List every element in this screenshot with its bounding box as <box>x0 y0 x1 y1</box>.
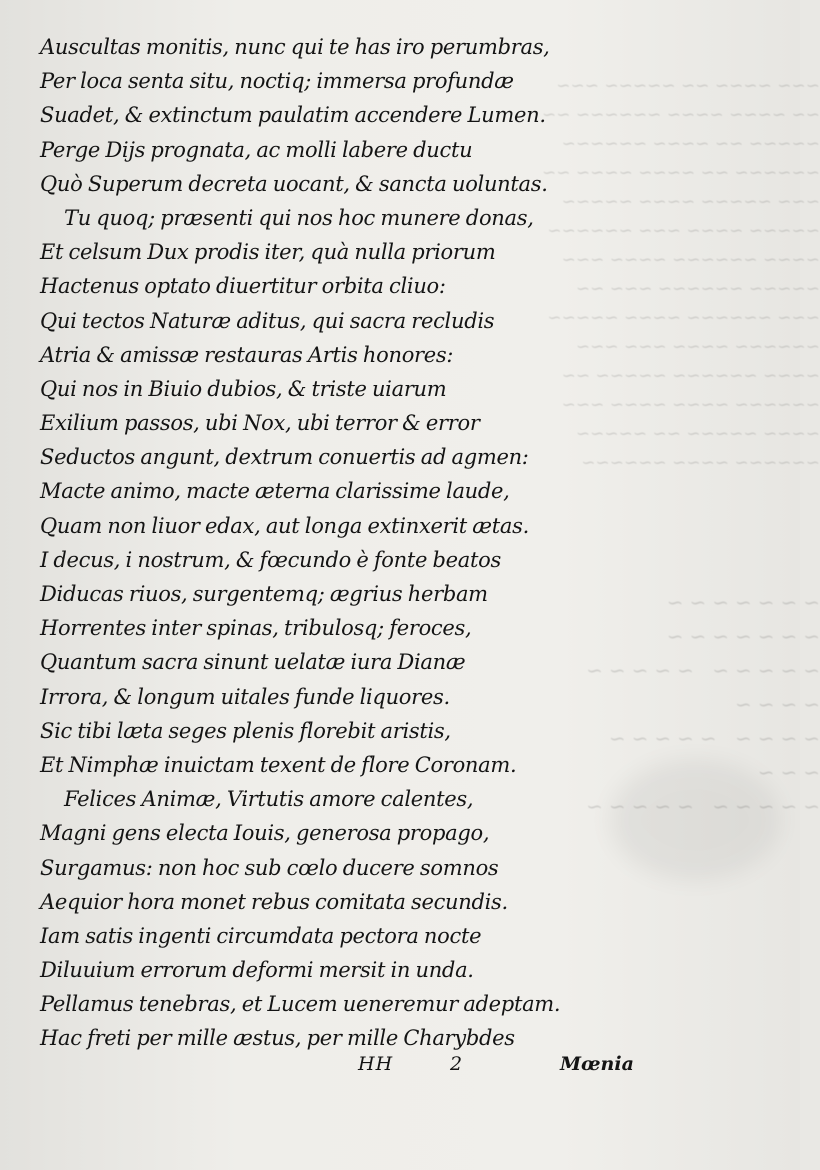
verse-line: Iam satis ingenti circumdata pectora nocte <box>40 923 482 948</box>
verse-line: Qui tectos Naturæ aditus, qui sacra recludis <box>40 308 495 333</box>
verse-line: Hactenus optato diuertitur orbita cliuo: <box>40 274 446 299</box>
verse-line: Sic tibi læta seges plenis florebit aristis, <box>40 718 451 743</box>
bleed-through-heading: ~~~~~~~ ~~~~~~~ ~~~~~ ~~~~~ ~~~~ ~~~~ ~~~~~ ~~~ ~~~~~ ~~~~~ <box>580 590 820 818</box>
verse-line: Horrentes inter spinas, tribulosq; feroces, <box>40 616 472 641</box>
verse-line: Magni gens electa Iouis, generosa propago, <box>40 821 490 846</box>
verse-line: Per loca senta situ, noctiq; immersa profundæ <box>40 69 514 94</box>
paper-stain <box>610 760 780 880</box>
verse-line: Exilium passos, ubi Nox, ubi terror & error <box>40 411 480 436</box>
verse-line: Hac freti per mille æstus, per mille Charybdes <box>40 1026 515 1051</box>
verse-line: Diducas riuos, surgentemq; ægrius herbam <box>40 582 488 606</box>
verse-line: Surgamus: non hoc sub cœlo ducere somnos <box>40 855 499 880</box>
verse-line: Diluuium errorum deformi mersit in unda. <box>40 958 474 983</box>
verse-line: Tu quoq; præsenti qui nos hoc munere donas, <box>64 205 534 230</box>
verse-line: Quam non liuor edax, aut longa extinxerit ætas. <box>40 513 529 538</box>
verse-line: Atria & amissæ restauras Artis honores: <box>40 342 454 367</box>
verse-line: Quantum sacra sinunt uelatæ iura Dianæ <box>40 650 466 675</box>
catchword: Mœnia <box>560 1053 634 1075</box>
signature-mark: HH <box>358 1053 394 1075</box>
verse-line: Irrora, & longum uitales funde liquores. <box>40 684 450 709</box>
signature-number: 2 <box>450 1053 463 1075</box>
verse-line: Et Nimphæ inuictam texent de flore Coronam. <box>40 752 517 777</box>
verse-line: Felices Animæ, Virtutis amore calentes, <box>64 787 474 812</box>
verse-line: I decus, i nostrum, & fœcundo è fonte beatos <box>40 547 501 572</box>
verse-line: Et celsum Dux prodis iter, quà nulla priorum <box>40 240 496 265</box>
verse-line: Perge Dijs prognata, ac molli labere ductu <box>40 137 473 162</box>
verse-line: Suadet, & extinctum paulatim accendere Lumen. <box>40 103 546 128</box>
verse-line: Pellamus tenebras, et Lucem ueneremur adeptam. <box>40 992 561 1017</box>
verse-line: Quò Superum decreta uocant, & sancta uoluntas. <box>40 171 548 196</box>
poem-text <box>40 30 600 1056</box>
verse-line: Seductos angunt, dextrum conuertis ad agmen: <box>40 445 529 470</box>
verse-line: Qui nos in Biuio dubios, & triste uiarum <box>40 376 447 401</box>
bleed-through-text: ~~~ ~~~~ ~~ ~~~~~ ~~~ ~~ ~~~~ ~~~~ ~~~~~~ ~~ ~~~~~ ~~ ~~~~ ~~~~~~ ~~~~~~ ~~ ~~~~ ~~~~ ~~ ~~~ ~~~~~ ~~~~ ~~~~~ ~~~~~ ~~~~ ~~~ ~~~~~~ ~~~~ ~~~~~~ ~~~~ ~~~ ~~~~~ ~~~~~~ ~~~ ~~ ~~~ ~~~~~~ ~~~~ ~~~~~ ~~~~~~ ~~~~ ~~~ ~~~ ~~~~ ~~~~~~ ~~~~~ ~~ ~~~~~~ ~~~~ ~~~~ ~~~ ~~~~ ~~~~~ ~~ ~~~~~ ~~~~~~ ~~~~ ~~~~~~ <box>541 76 820 473</box>
verse-line: Aequior hora monet rebus comitata secundis. <box>40 889 508 914</box>
verse-line: Macte animo, macte æterna clarissime laude, <box>40 479 510 504</box>
verse-line: Auscultas monitis, nunc qui te has iro perumbras, <box>40 35 550 59</box>
